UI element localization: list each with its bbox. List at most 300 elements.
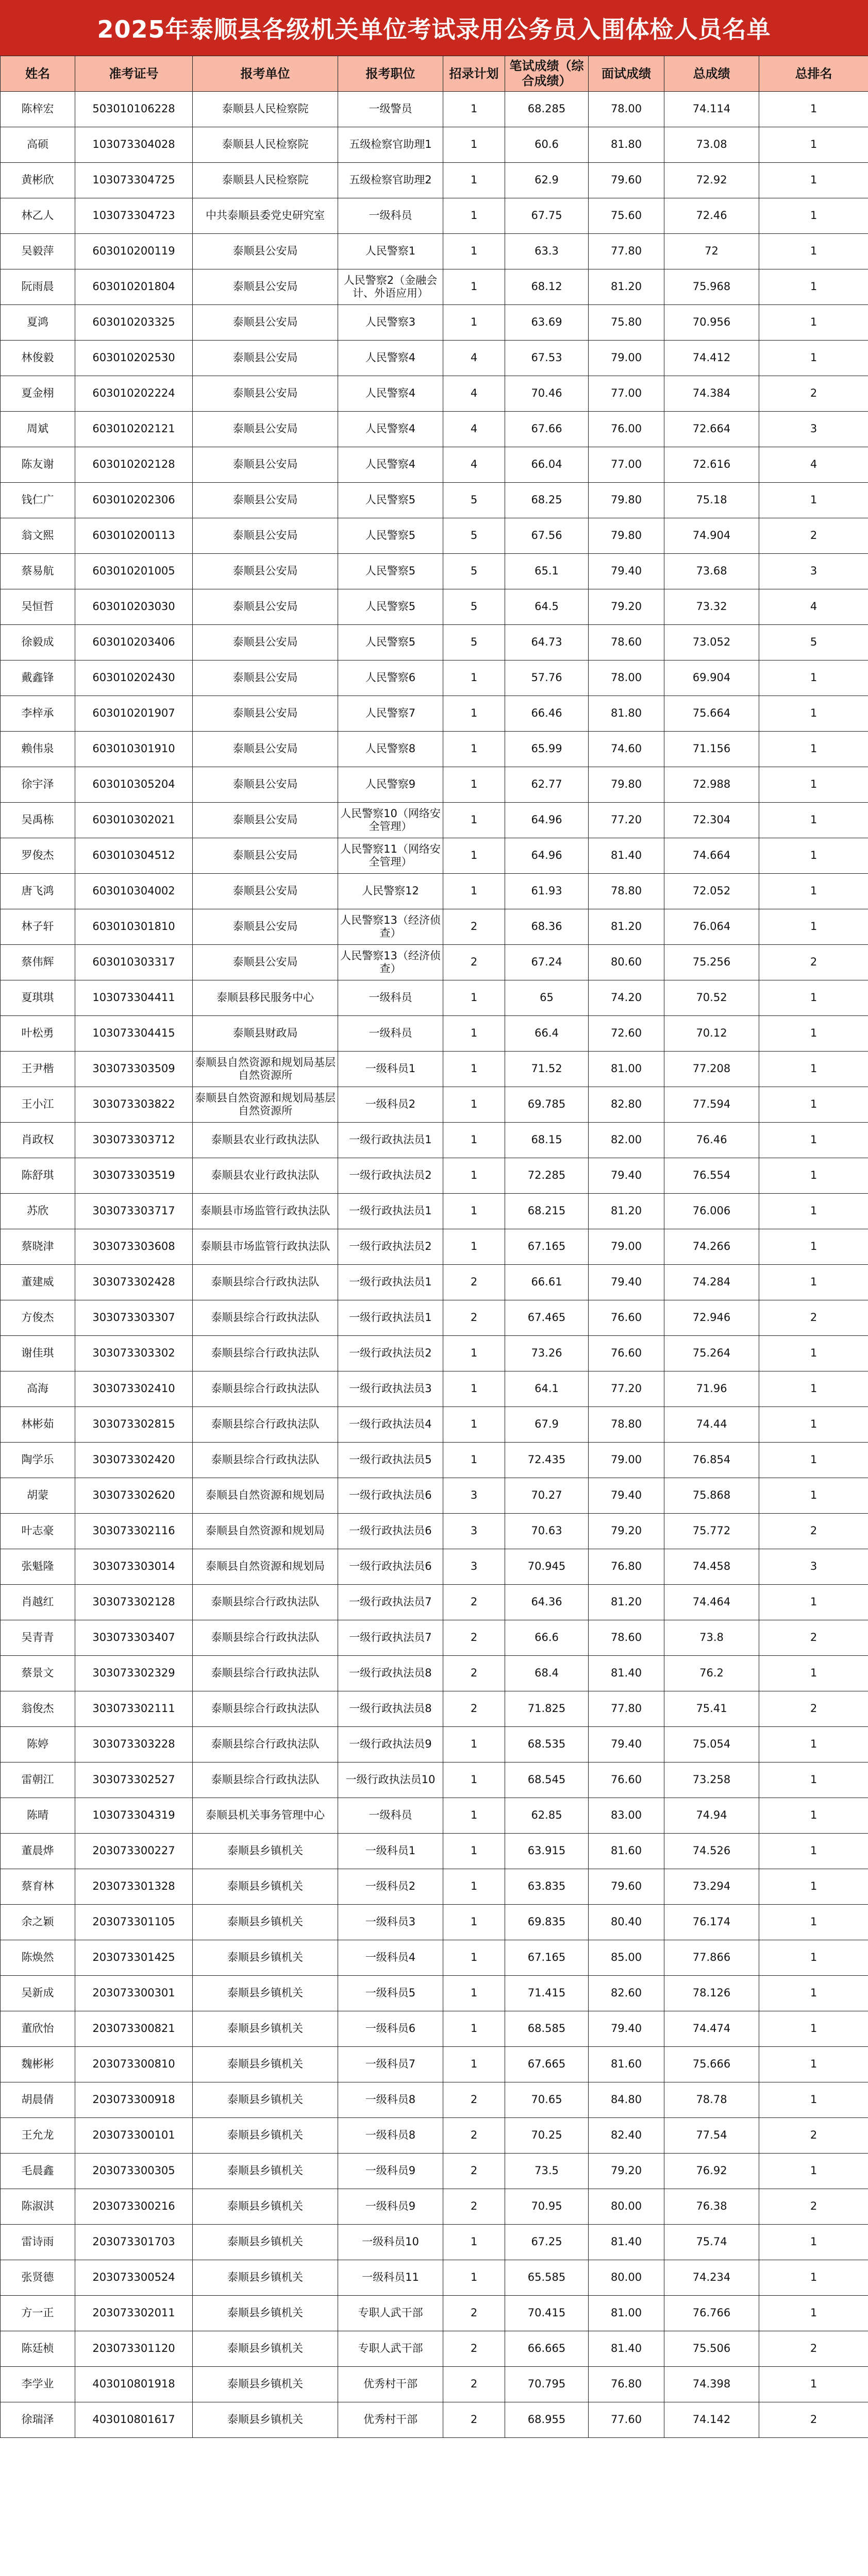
cell-written-score: 73.26	[505, 1336, 589, 1371]
cell-name: 蔡伟辉	[1, 945, 75, 980]
cell-ticket-no: 303073302329	[75, 1656, 193, 1691]
cell-written-score: 70.945	[505, 1549, 589, 1585]
cell-rank: 1	[759, 696, 868, 732]
cell-ticket-no: 203073301105	[75, 1905, 193, 1940]
cell-written-score: 64.96	[505, 838, 589, 874]
cell-name: 夏金栩	[1, 376, 75, 412]
table-row	[1, 1443, 868, 1478]
cell-written-score: 63.3	[505, 234, 589, 269]
cell-total-score: 72.664	[664, 412, 759, 447]
cell-written-score: 62.9	[505, 163, 589, 198]
cell-position: 一级科员6	[338, 2011, 443, 2047]
cell-ticket-no: 303073303519	[75, 1158, 193, 1194]
cell-position: 一级科员9	[338, 2189, 443, 2225]
cell-plan: 5	[443, 625, 505, 660]
cell-total-score: 70.12	[664, 1016, 759, 1052]
table-row	[1, 1158, 868, 1194]
cell-plan: 1	[443, 767, 505, 803]
table-row	[1, 1265, 868, 1300]
cell-name: 蔡晓津	[1, 1229, 75, 1265]
cell-rank: 1	[759, 1656, 868, 1691]
cell-written-score: 66.4	[505, 1016, 589, 1052]
cell-position: 人民警察3	[338, 305, 443, 341]
cell-interview-score: 79.20	[589, 2154, 664, 2189]
cell-unit: 泰顺县综合行政执法队	[193, 1620, 338, 1656]
cell-name: 董建威	[1, 1265, 75, 1300]
cell-interview-score: 79.80	[589, 767, 664, 803]
cell-written-score: 63.915	[505, 1834, 589, 1869]
cell-written-score: 66.04	[505, 447, 589, 483]
cell-unit: 泰顺县乡镇机关	[193, 2296, 338, 2331]
header-name: 姓名	[1, 56, 75, 92]
cell-ticket-no: 603010302021	[75, 803, 193, 838]
cell-ticket-no: 203073302011	[75, 2296, 193, 2331]
cell-unit: 泰顺县乡镇机关	[193, 1976, 338, 2011]
cell-unit: 泰顺县综合行政执法队	[193, 1691, 338, 1727]
cell-plan: 2	[443, 1300, 505, 1336]
cell-written-score: 70.95	[505, 2189, 589, 2225]
cell-position: 一级科员1	[338, 1834, 443, 1869]
cell-interview-score: 79.40	[589, 2011, 664, 2047]
cell-interview-score: 76.60	[589, 1762, 664, 1798]
cell-name: 胡晨倩	[1, 2082, 75, 2118]
cell-unit: 泰顺县乡镇机关	[193, 1869, 338, 1905]
cell-name: 王小江	[1, 1087, 75, 1123]
cell-position: 一级科员7	[338, 2047, 443, 2082]
cell-interview-score: 79.00	[589, 341, 664, 376]
cell-total-score: 76.174	[664, 1905, 759, 1940]
cell-ticket-no: 103073304723	[75, 198, 193, 234]
cell-rank: 1	[759, 2082, 868, 2118]
cell-unit: 泰顺县乡镇机关	[193, 2011, 338, 2047]
table-row	[1, 838, 868, 874]
cell-interview-score: 81.00	[589, 1052, 664, 1087]
cell-position: 人民警察5	[338, 518, 443, 554]
cell-unit: 泰顺县自然资源和规划局	[193, 1514, 338, 1549]
cell-plan: 1	[443, 1194, 505, 1229]
cell-rank: 1	[759, 874, 868, 909]
cell-rank: 2	[759, 1514, 868, 1549]
table-row	[1, 198, 868, 234]
cell-rank: 1	[759, 1123, 868, 1158]
cell-interview-score: 79.40	[589, 1727, 664, 1762]
cell-name: 陈友谢	[1, 447, 75, 483]
cell-interview-score: 80.40	[589, 1905, 664, 1940]
table-row	[1, 732, 868, 767]
cell-unit: 泰顺县公安局	[193, 447, 338, 483]
cell-interview-score: 79.00	[589, 1229, 664, 1265]
cell-name: 唐飞鸿	[1, 874, 75, 909]
cell-written-score: 67.25	[505, 2225, 589, 2260]
cell-plan: 2	[443, 2118, 505, 2154]
cell-ticket-no: 303073302420	[75, 1443, 193, 1478]
cell-written-score: 68.535	[505, 1727, 589, 1762]
cell-position: 优秀村干部	[338, 2367, 443, 2402]
cell-plan: 1	[443, 1016, 505, 1052]
cell-plan: 5	[443, 554, 505, 589]
cell-unit: 泰顺县乡镇机关	[193, 2082, 338, 2118]
header-ticket-no: 准考证号	[75, 56, 193, 92]
cell-unit: 泰顺县综合行政执法队	[193, 1407, 338, 1443]
cell-position: 一级科员5	[338, 1976, 443, 2011]
cell-ticket-no: 303073302111	[75, 1691, 193, 1727]
cell-interview-score: 79.40	[589, 1478, 664, 1514]
cell-unit: 泰顺县综合行政执法队	[193, 1727, 338, 1762]
table-row	[1, 518, 868, 554]
cell-unit: 泰顺县乡镇机关	[193, 2331, 338, 2367]
cell-name: 陈晴	[1, 1798, 75, 1834]
cell-rank: 1	[759, 838, 868, 874]
cell-unit: 泰顺县财政局	[193, 1016, 338, 1052]
cell-unit: 泰顺县综合行政执法队	[193, 1656, 338, 1691]
cell-rank: 1	[759, 2011, 868, 2047]
cell-rank: 1	[759, 1371, 868, 1407]
cell-interview-score: 76.00	[589, 412, 664, 447]
cell-ticket-no: 303073302620	[75, 1478, 193, 1514]
cell-total-score: 74.384	[664, 376, 759, 412]
cell-unit: 泰顺县公安局	[193, 874, 338, 909]
cell-plan: 1	[443, 127, 505, 163]
cell-plan: 1	[443, 234, 505, 269]
cell-total-score: 73.294	[664, 1869, 759, 1905]
cell-ticket-no: 603010301810	[75, 909, 193, 945]
cell-position: 一级科员	[338, 980, 443, 1016]
cell-unit: 泰顺县公安局	[193, 803, 338, 838]
cell-ticket-no: 603010202306	[75, 483, 193, 518]
cell-unit: 泰顺县公安局	[193, 767, 338, 803]
table-row	[1, 1087, 868, 1123]
table-row	[1, 2296, 868, 2331]
cell-rank: 1	[759, 1976, 868, 2011]
table-row	[1, 2402, 868, 2438]
cell-written-score: 65.1	[505, 554, 589, 589]
table-row	[1, 92, 868, 127]
table-row	[1, 127, 868, 163]
cell-written-score: 69.835	[505, 1905, 589, 1940]
cell-unit: 泰顺县乡镇机关	[193, 1940, 338, 1976]
cell-unit: 泰顺县乡镇机关	[193, 2118, 338, 2154]
table-row	[1, 269, 868, 305]
cell-written-score: 65.585	[505, 2260, 589, 2296]
cell-position: 人民警察8	[338, 732, 443, 767]
cell-interview-score: 76.60	[589, 1336, 664, 1371]
cell-interview-score: 82.00	[589, 1123, 664, 1158]
cell-position: 一级行政执法员1	[338, 1265, 443, 1300]
cell-rank: 3	[759, 554, 868, 589]
cell-total-score: 72.46	[664, 198, 759, 234]
cell-total-score: 72.946	[664, 1300, 759, 1336]
cell-name: 林乙人	[1, 198, 75, 234]
cell-position: 人民警察11（网络安全管理）	[338, 838, 443, 874]
cell-name: 黄彬欣	[1, 163, 75, 198]
cell-ticket-no: 303073303407	[75, 1620, 193, 1656]
table-row	[1, 2047, 868, 2082]
cell-ticket-no: 303073302428	[75, 1265, 193, 1300]
table-row	[1, 1194, 868, 1229]
cell-written-score: 70.46	[505, 376, 589, 412]
cell-interview-score: 79.60	[589, 163, 664, 198]
cell-rank: 1	[759, 1585, 868, 1620]
cell-position: 人民警察13（经济侦查）	[338, 909, 443, 945]
cell-total-score: 74.266	[664, 1229, 759, 1265]
cell-name: 徐毅成	[1, 625, 75, 660]
cell-position: 人民警察5	[338, 625, 443, 660]
cell-written-score: 70.65	[505, 2082, 589, 2118]
table-row	[1, 1478, 868, 1514]
cell-ticket-no: 203073300810	[75, 2047, 193, 2082]
cell-name: 董晨烨	[1, 1834, 75, 1869]
cell-total-score: 74.474	[664, 2011, 759, 2047]
cell-total-score: 76.064	[664, 909, 759, 945]
cell-plan: 2	[443, 1656, 505, 1691]
cell-plan: 1	[443, 874, 505, 909]
cell-rank: 1	[759, 341, 868, 376]
table-row	[1, 1834, 868, 1869]
cell-rank: 1	[759, 1265, 868, 1300]
cell-plan: 1	[443, 660, 505, 696]
cell-written-score: 68.25	[505, 483, 589, 518]
cell-interview-score: 85.00	[589, 1940, 664, 1976]
cell-rank: 1	[759, 1229, 868, 1265]
cell-written-score: 64.96	[505, 803, 589, 838]
cell-unit: 泰顺县综合行政执法队	[193, 1443, 338, 1478]
cell-name: 翁俊杰	[1, 1691, 75, 1727]
cell-name: 周斌	[1, 412, 75, 447]
cell-plan: 2	[443, 2154, 505, 2189]
cell-plan: 1	[443, 1336, 505, 1371]
cell-rank: 1	[759, 767, 868, 803]
cell-position: 一级科员2	[338, 1087, 443, 1123]
cell-position: 人民警察4	[338, 447, 443, 483]
cell-total-score: 69.904	[664, 660, 759, 696]
cell-unit: 泰顺县市场监管行政执法队	[193, 1229, 338, 1265]
cell-unit: 泰顺县市场监管行政执法队	[193, 1194, 338, 1229]
cell-total-score: 76.92	[664, 2154, 759, 2189]
cell-ticket-no: 403010801617	[75, 2402, 193, 2438]
cell-unit: 泰顺县自然资源和规划局	[193, 1549, 338, 1585]
cell-plan: 1	[443, 980, 505, 1016]
cell-plan: 1	[443, 1407, 505, 1443]
cell-rank: 1	[759, 803, 868, 838]
cell-interview-score: 79.20	[589, 1514, 664, 1549]
cell-ticket-no: 203073300101	[75, 2118, 193, 2154]
cell-position: 一级行政执法员4	[338, 1407, 443, 1443]
cell-name: 叶志豪	[1, 1514, 75, 1549]
cell-interview-score: 76.80	[589, 1549, 664, 1585]
cell-total-score: 76.006	[664, 1194, 759, 1229]
table-row	[1, 483, 868, 518]
header-unit: 报考单位	[193, 56, 338, 92]
table-row	[1, 1869, 868, 1905]
cell-interview-score: 81.40	[589, 1656, 664, 1691]
cell-total-score: 76.854	[664, 1443, 759, 1478]
cell-plan: 1	[443, 1798, 505, 1834]
cell-position: 一级行政执法员8	[338, 1656, 443, 1691]
cell-rank: 1	[759, 1336, 868, 1371]
cell-position: 一级科员4	[338, 1940, 443, 1976]
cell-written-score: 66.61	[505, 1265, 589, 1300]
cell-written-score: 71.825	[505, 1691, 589, 1727]
cell-name: 高硕	[1, 127, 75, 163]
cell-written-score: 67.75	[505, 198, 589, 234]
cell-position: 一级行政执法员1	[338, 1300, 443, 1336]
cell-total-score: 74.458	[664, 1549, 759, 1585]
cell-ticket-no: 303073302527	[75, 1762, 193, 1798]
cell-unit: 泰顺县自然资源和规划局基层自然资源所	[193, 1052, 338, 1087]
cell-name: 陈舒琪	[1, 1158, 75, 1194]
cell-ticket-no: 603010203406	[75, 625, 193, 660]
cell-rank: 1	[759, 732, 868, 767]
cell-interview-score: 72.60	[589, 1016, 664, 1052]
cell-ticket-no: 303073303608	[75, 1229, 193, 1265]
cell-rank: 1	[759, 980, 868, 1016]
cell-rank: 2	[759, 518, 868, 554]
cell-position: 一级科员8	[338, 2082, 443, 2118]
cell-position: 一级科员2	[338, 1869, 443, 1905]
page-title: 2025年泰顺县各级机关单位考试录用公务员入围体检人员名单	[0, 0, 868, 56]
header-position: 报考职位	[338, 56, 443, 92]
cell-interview-score: 81.20	[589, 269, 664, 305]
cell-total-score: 75.256	[664, 945, 759, 980]
cell-rank: 4	[759, 589, 868, 625]
cell-interview-score: 78.00	[589, 660, 664, 696]
cell-interview-score: 78.60	[589, 625, 664, 660]
cell-plan: 5	[443, 483, 505, 518]
cell-unit: 泰顺县公安局	[193, 483, 338, 518]
cell-ticket-no: 103073304319	[75, 1798, 193, 1834]
cell-plan: 1	[443, 2225, 505, 2260]
cell-name: 陈淑淇	[1, 2189, 75, 2225]
cell-name: 雷诗雨	[1, 2225, 75, 2260]
cell-rank: 1	[759, 92, 868, 127]
cell-ticket-no: 203073301328	[75, 1869, 193, 1905]
cell-total-score: 74.44	[664, 1407, 759, 1443]
table-row	[1, 1727, 868, 1762]
cell-ticket-no: 303073302815	[75, 1407, 193, 1443]
cell-interview-score: 82.80	[589, 1087, 664, 1123]
cell-written-score: 67.53	[505, 341, 589, 376]
cell-ticket-no: 203073300227	[75, 1834, 193, 1869]
cell-ticket-no: 603010202121	[75, 412, 193, 447]
cell-plan: 1	[443, 1371, 505, 1407]
table-row	[1, 1549, 868, 1585]
cell-plan: 1	[443, 92, 505, 127]
cell-total-score: 74.398	[664, 2367, 759, 2402]
cell-ticket-no: 203073300305	[75, 2154, 193, 2189]
table-row	[1, 660, 868, 696]
cell-position: 人民警察10（网络安全管理）	[338, 803, 443, 838]
cell-name: 蔡育林	[1, 1869, 75, 1905]
cell-written-score: 68.285	[505, 92, 589, 127]
cell-rank: 1	[759, 1087, 868, 1123]
cell-unit: 泰顺县人民检察院	[193, 127, 338, 163]
cell-written-score: 62.77	[505, 767, 589, 803]
cell-position: 一级行政执法员7	[338, 1585, 443, 1620]
cell-written-score: 62.85	[505, 1798, 589, 1834]
cell-plan: 2	[443, 1265, 505, 1300]
cell-total-score: 74.234	[664, 2260, 759, 2296]
cell-name: 余之颖	[1, 1905, 75, 1940]
cell-rank: 4	[759, 447, 868, 483]
cell-position: 一级科员10	[338, 2225, 443, 2260]
table-row	[1, 980, 868, 1016]
table-row	[1, 1691, 868, 1727]
cell-plan: 1	[443, 198, 505, 234]
cell-total-score: 74.114	[664, 92, 759, 127]
table-row	[1, 1229, 868, 1265]
cell-plan: 2	[443, 2189, 505, 2225]
cell-total-score: 75.054	[664, 1727, 759, 1762]
cell-written-score: 68.545	[505, 1762, 589, 1798]
header-rank: 总排名	[759, 56, 868, 92]
table-row	[1, 376, 868, 412]
cell-interview-score: 78.80	[589, 1407, 664, 1443]
cell-interview-score: 82.40	[589, 2118, 664, 2154]
table-row	[1, 1407, 868, 1443]
header-written-score: 笔试成绩（综合成绩）	[505, 56, 589, 92]
cell-plan: 4	[443, 412, 505, 447]
cell-plan: 1	[443, 1762, 505, 1798]
cell-ticket-no: 203073301120	[75, 2331, 193, 2367]
cell-position: 一级科员8	[338, 2118, 443, 2154]
cell-ticket-no: 603010202430	[75, 660, 193, 696]
cell-interview-score: 77.60	[589, 2402, 664, 2438]
cell-interview-score: 81.40	[589, 838, 664, 874]
cell-rank: 1	[759, 2367, 868, 2402]
cell-plan: 1	[443, 2260, 505, 2296]
cell-ticket-no: 103073304028	[75, 127, 193, 163]
cell-plan: 3	[443, 1549, 505, 1585]
cell-name: 胡蒙	[1, 1478, 75, 1514]
cell-position: 一级行政执法员9	[338, 1727, 443, 1762]
cell-interview-score: 81.80	[589, 696, 664, 732]
cell-written-score: 68.955	[505, 2402, 589, 2438]
cell-written-score: 66.665	[505, 2331, 589, 2367]
cell-unit: 泰顺县公安局	[193, 945, 338, 980]
cell-name: 李学业	[1, 2367, 75, 2402]
cell-ticket-no: 103073304411	[75, 980, 193, 1016]
cell-unit: 泰顺县乡镇机关	[193, 1834, 338, 1869]
cell-position: 一级行政执法员2	[338, 1229, 443, 1265]
cell-plan: 2	[443, 2402, 505, 2438]
cell-unit: 泰顺县综合行政执法队	[193, 1300, 338, 1336]
cell-plan: 3	[443, 1514, 505, 1549]
cell-name: 叶松勇	[1, 1016, 75, 1052]
cell-written-score: 70.795	[505, 2367, 589, 2402]
cell-name: 赖伟泉	[1, 732, 75, 767]
cell-plan: 4	[443, 341, 505, 376]
cell-position: 一级行政执法员2	[338, 1336, 443, 1371]
cell-interview-score: 77.80	[589, 234, 664, 269]
cell-unit: 泰顺县公安局	[193, 696, 338, 732]
cell-plan: 1	[443, 1443, 505, 1478]
cell-rank: 1	[759, 2047, 868, 2082]
cell-plan: 1	[443, 732, 505, 767]
cell-total-score: 75.868	[664, 1478, 759, 1514]
cell-unit: 泰顺县公安局	[193, 305, 338, 341]
cell-position: 一级行政执法员6	[338, 1514, 443, 1549]
cell-interview-score: 79.80	[589, 518, 664, 554]
cell-unit: 泰顺县公安局	[193, 269, 338, 305]
cell-total-score: 72.052	[664, 874, 759, 909]
header-interview-score: 面试成绩	[589, 56, 664, 92]
cell-total-score: 78.78	[664, 2082, 759, 2118]
table-body	[1, 92, 868, 2438]
cell-rank: 5	[759, 625, 868, 660]
table-row	[1, 696, 868, 732]
cell-written-score: 67.56	[505, 518, 589, 554]
cell-name: 吴禹栋	[1, 803, 75, 838]
